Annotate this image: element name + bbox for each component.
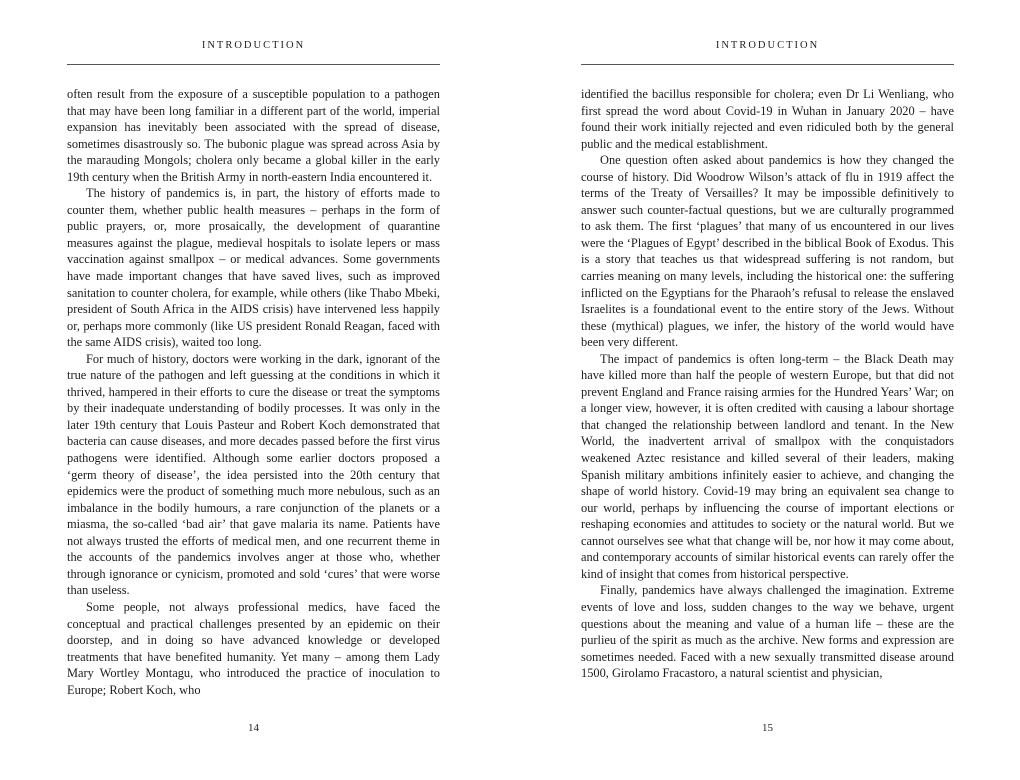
paragraph: For much of history, doctors were working in the dark, ignorant of the true nature of the pathogen and left guessing at the conditions in which it thrived, hampered in their efforts to cure the disease or treat the symptoms by their inadequate understanding of bodily processes. It was only in the later 19th century that Louis Pasteur and Robert Koch demonstrated that bacteria can cause diseases, and more decades passed before the first virus pathogens were identified. Although some earlier doctors proposed a ‘germ theory of disease’, the idea persisted into the 20th century that epidemics were the product of something much more nebulous, such as an imbalance in the bodily humours, a rare conjunction of the planets or a miasma, the so-called ‘bad air’ that gave malaria its name. Patients have not always trusted the efforts of medical men, and one recurrent theme in the accounts of the pandemics involves anger at those who, whether through ignorance or cynicism, promoted and sold ‘cures’ that were worse than useless. <box>67 351 440 598</box>
header-rule <box>67 64 440 65</box>
paragraph: often result from the exposure of a susceptible population to a pathogen that may have been long familiar in a different part of the world, imperial expansion has inevitably been associated with the spread of disease, sometimes disastrously so. The bubonic plague was spread across Asia by the marauding Mongols; cholera only became a global killer in the early 19th century when the British Army in north-eastern India encountered it. <box>67 87 440 184</box>
body-text <box>581 86 954 682</box>
running-head: INTRODUCTION <box>201 40 306 51</box>
header-rule <box>581 64 954 65</box>
body-text <box>67 86 440 698</box>
paragraph: Some people, not always professional medics, have faced the conceptual and practical challenges presented by an epidemic on their doorstep, and in doing so have advanced knowledge or developed treatments that have benefited humanity. Yet many – among them Lady Mary Wortley Montagu, who introduced the practice of inoculation to Europe; Robert Koch, who <box>67 599 440 697</box>
running-head: INTRODUCTION <box>715 40 820 51</box>
paragraph: Finally, pandemics have always challenged the imagination. Extreme events of love and loss, sudden changes to the way we behave, urgent questions about the meaning and value of a human life – these are the purlieu of the spirit as much as the archive. New forms and expression are sometimes needed. Faced with a new sexually transmitted disease around 1500, Girolamo Fracastoro, a natural scientist and physician, <box>581 583 954 681</box>
page-number: 14 <box>248 722 259 734</box>
right-page <box>510 0 1020 780</box>
paragraph: The impact of pandemics is often long-term – the Black Death may have killed more than half the people of western Europe, but that did not prevent England and France raising armies for the Hundred Years’ War; on a longer view, however, it is often credited with causing a labour shortage that changed the relationship between landlord and tenant. In the New World, the inadvertent arrival of smallpox with the conquistadors weakened Aztec resistance and killed several of their leaders, making Spanish military ambitions infinitely easier to achieve, and changing the shape of world history. Covid-19 may bring an equivalent sea change to our world, perhaps by influencing the course of important elections or reshaping economies and attitudes to society or the natural world. But we cannot ourselves see what that change will be, nor how it may come about, and contemporary accounts of similar historical events can rarely offer the kind of insight that comes from historical perspective. <box>581 351 954 581</box>
paragraph: The history of pandemics is, in part, the history of efforts made to counter them, whether public health measures – perhaps in the form of public prayers, or, more prosaically, the development of quarantine measures against the plague, medieval hospitals to isolate lepers or mass vaccination against smallpox – or medical advances. Some governments have made important changes that have saved lives, such as improved sanitation to counter cholera, for example, while others (like Thabo Mbeki, president of South Africa in the AIDS crisis) have intervened less happily or, perhaps more commonly (like US president Ronald Reagan, faced with the same AIDS crisis), waited too long. <box>67 186 440 350</box>
paragraph: identified the bacillus responsible for cholera; even Dr Li Wenliang, who first spread the word about Covid-19 in Wuhan in January 2020 – have found their work initially rejected and even ridiculed both by the general public and the medical establishment. <box>581 87 954 151</box>
paragraph: One question often asked about pandemics is how they changed the course of history. Did Woodrow Wilson’s attack of flu in 1919 affect the terms of the Treaty of Versailles? It may be impossible definitively to answer such counter-factual questions, but we are culturally programmed to ask them. The first ‘plagues’ that many of us encountered in our lives were the ‘Plagues of Egypt’ described in the biblical Book of Exodus. This is a story that teaches us that widespread suffering is not random, but carries meaning on many levels, including the historical one: the suffering inflicted on the Egyptians for the Pharaoh’s refusal to release the enslaved Israelites is a foundational event to the entire story of the Jews. Without these (mythical) plagues, we infer, the history of the world would have been very different. <box>581 153 954 350</box>
page-number: 15 <box>762 722 773 734</box>
